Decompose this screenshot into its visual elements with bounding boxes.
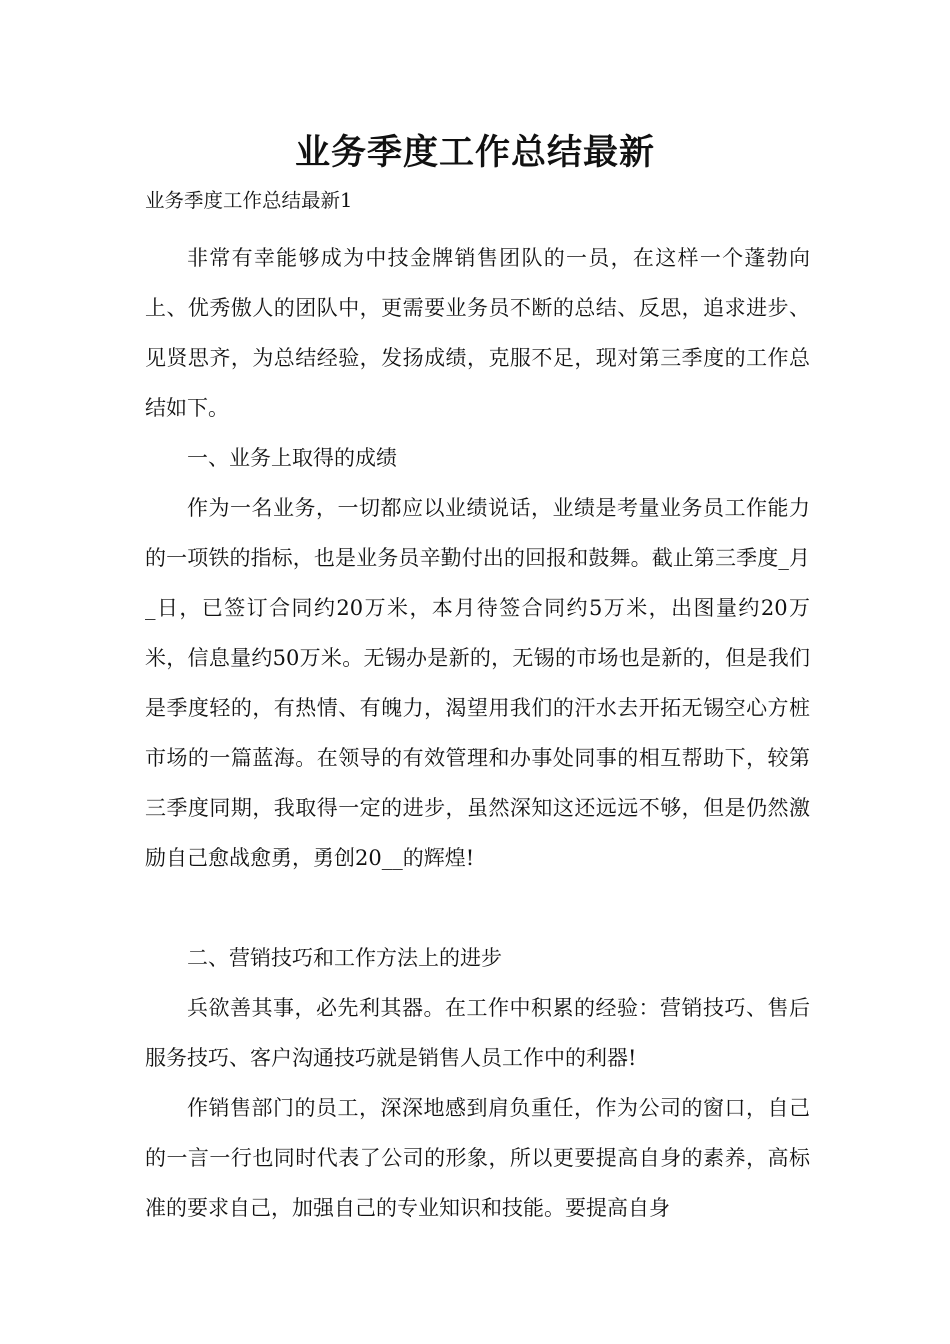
section-heading-sales-skills: 二、营销技巧和工作方法上的进步 bbox=[187, 946, 502, 970]
paragraph-achievements: 作为一名业务，一切都应以业绩说话，业绩是考量业务员工作能力的一项铁的指标，也是业务员辛勤付出的回报和鼓舞。截止第三季度_月_日，已签订合同约20万米，本月待签合同约5万米，出图量约20万米，信息量约50万米。无锡办是新的，无锡的市场也是新的，但是我们是季度轻的，有热情、有魄力，渴望用我们的汗水去开拓无锡空心方桩市场的一篇蓝海。在领导的有效管理和办事处同事的相互帮助下，较第三季度同期，我取得一定的进步，虽然深知这还远远不够，但是仍然激励自己愈战愈勇，勇创20__的辉煌! bbox=[145, 496, 810, 870]
document-body bbox=[145, 233, 810, 1233]
paragraph-sales-tools: 兵欲善其事，必先利其器。在工作中积累的经验：营销技巧、售后服务技巧、客户沟通技巧就是销售人员工作中的利器! bbox=[145, 996, 810, 1070]
section-heading-achievements: 一、业务上取得的成绩 bbox=[187, 446, 397, 470]
document-title: 业务季度工作总结最新 bbox=[294, 133, 655, 173]
paragraph-intro: 非常有幸能够成为中技金牌销售团队的一员，在这样一个蓬勃向上、优秀傲人的团队中，更需要业务员不断的总结、反思，追求进步、见贤思齐，为总结经验，发扬成绩，克服不足，现对第三季度的工作总结如下。 bbox=[145, 246, 810, 420]
paragraph-responsibility: 作销售部门的员工，深深地感到肩负重任，作为公司的窗口，自己的一言一行也同时代表了公司的形象，所以更要提高自身的素养，高标准的要求自己，加强自己的专业知识和技能。要提高自身 bbox=[145, 1096, 810, 1220]
blank-line bbox=[145, 883, 810, 933]
section-subtitle: 业务季度工作总结最新1 bbox=[145, 189, 353, 212]
